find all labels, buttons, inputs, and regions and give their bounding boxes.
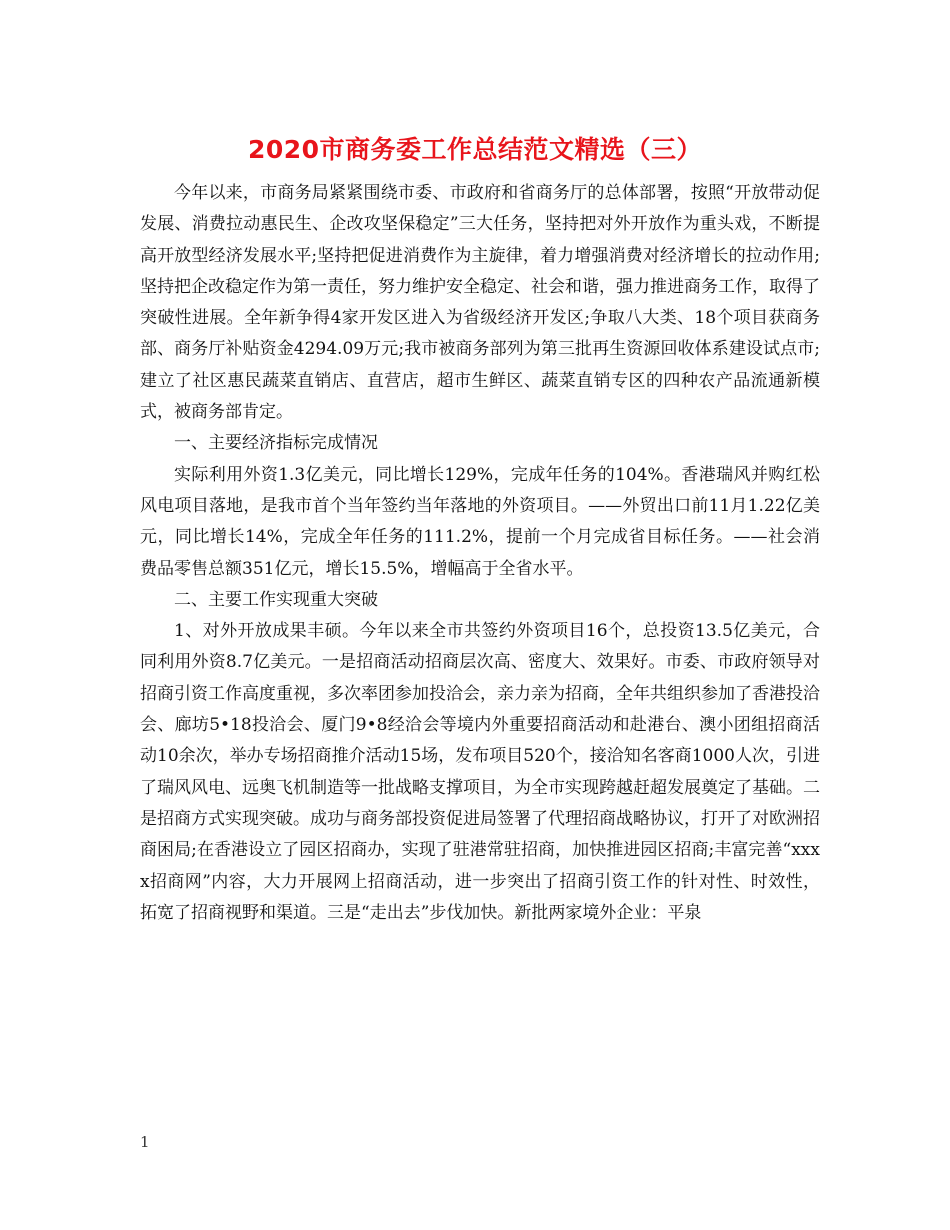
paragraph-intro: 今年以来，市商务局紧紧围绕市委、市政府和省商务厅的总体部署，按照“开放带动促发展、消费拉动惠民生、企改攻坚保稳定”三大任务，坚持把对外开放作为重头戏，不断提高开放型经济发展水平;坚持把促进消费作为主旋律，着力增强消费对经济增长的拉动作用;坚持把企改稳定作为第一责任，努力维护安全稳定、社会和谐，强力推进商务工作，取得了突破性进展。全年新争得4家开发区进入为省级经济开发区;争取八大类、18个项目获商务部、商务厅补贴资金4294.09万元;我市被商务部列为第三批再生资源回收体系建设试点市;建立了社区惠民蔬菜直销店、直营店，超市生鲜区、蔬菜直销专区的四种农产品流通新模式，被商务部肯定。 [140,183,820,423]
page-number: 1 [140,1133,150,1151]
paragraph-indicators: 实际利用外资1.3亿美元，同比增长129%，完成年任务的104%。香港瑞风并购红松风电项目落地，是我市首个当年签约当年落地的外资项目。——外贸出口前11月1.22亿美元，同比增长14%，完成全年任务的111.2%，提前一个月完成省目标任务。——社会消费品零售总额351亿元，增长15.5%，增幅高于全省水平。 [140,464,820,579]
document-title: 2020市商务委工作总结范文精选（三） [247,135,703,164]
section-heading-indicators: 一、主要经济指标完成情况 [174,433,378,454]
section-heading-breakthroughs: 二、主要工作实现重大突破 [174,589,378,610]
document-body [140,178,820,929]
paragraph-opening-up: 1、对外开放成果丰硕。今年以来全市共签约外资项目16个，总投资13.5亿美元，合同利用外资8.7亿美元。一是招商活动招商层次高、密度大、效果好。市委、市政府领导对招商引资工作高度重视，多次率团参加投洽会，亲力亲为招商，全年共组织参加了香港投洽会、廊坊5•18投洽会、厦门9•8经洽会等境内外重要招商活动和赴港台、澳小团组招商活动10余次，举办专场招商推介活动15场，发布项目520个，接洽知名客商1000人次，引进了瑞风风电、远奥飞机制造等一批战略支撑项目，为全市实现跨越赶超发展奠定了基础。二是招商方式实现突破。成功与商务部投资促进局签署了代理招商战略协议，打开了对欧洲招商困局;在香港设立了园区招商办，实现了驻港常驻招商，加快推进园区招商;丰富完善“xxxx招商网”内容，大力开展网上招商活动，进一步突出了招商引资工作的针对性、时效性，拓宽了招商视野和渠道。三是“走出去”步伐加快。新批两家境外企业：平泉 [140,621,820,923]
